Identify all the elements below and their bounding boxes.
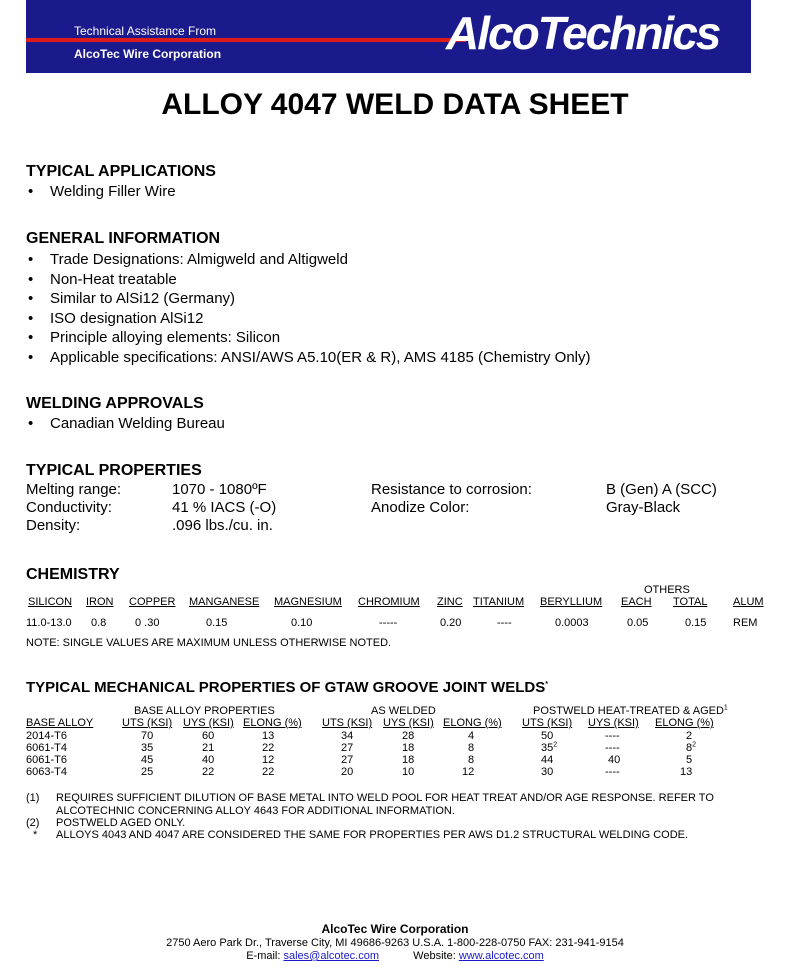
row-alloy: 2014-T6 — [26, 730, 67, 742]
footnote-2-text: POSTWELD AGED ONLY. — [56, 817, 186, 829]
list-item: • Similar to AlSi12 (Germany) — [26, 289, 590, 309]
row-base-elong: 13 — [262, 730, 275, 742]
group-base-alloy-properties: BASE ALLOY PROPERTIES — [134, 705, 275, 717]
chem-header-chromium: CHROMIUM — [358, 596, 420, 608]
group-as-welded: AS WELDED — [371, 705, 436, 717]
list-item: • ISO designation AlSi12 — [26, 309, 590, 329]
row-welded-uts: 20 — [341, 766, 354, 778]
list-item: • Applicable specifications: ANSI/AWS A5.10(ER & R), AMS 4185 (Chemistry Only) — [26, 348, 590, 368]
row-post-uys: ---- — [605, 730, 620, 742]
banner-tagline: Technical Assistance From — [74, 24, 217, 38]
row-welded-uys: 10 — [402, 766, 415, 778]
page-title: ALLOY 4047 WELD DATA SHEET — [161, 88, 629, 121]
footnote-1-marker: (1) — [26, 792, 40, 804]
chem-header-silicon: SILICON — [28, 596, 73, 608]
typical-applications-list — [26, 182, 176, 202]
chem-header-iron: IRON — [86, 596, 114, 608]
row-welded-elong: 12 — [462, 766, 475, 778]
row-alloy: 6061-T4 — [26, 742, 67, 754]
footnote-1-text-cont: ALCOTECHNIC CONCERNING ALLOY 4643 FOR ADDITIONAL INFORMATION. — [56, 805, 455, 817]
chem-value-manganese: 0.15 — [206, 617, 228, 629]
row-base-uys: 40 — [202, 754, 215, 766]
chem-header-magnesium: MAGNESIUM — [274, 596, 342, 608]
general-information-list — [26, 250, 590, 368]
conductivity-label: Conductivity: — [26, 499, 112, 516]
chemistry-note: NOTE: SINGLE VALUES ARE MAXIMUM UNLESS OTHERWISE NOTED. — [26, 637, 392, 649]
melting-range-label: Melting range: — [26, 481, 122, 498]
row-post-uts: 30 — [541, 766, 554, 778]
row-alloy: 6061-T6 — [26, 754, 67, 766]
col-post-uts: UTS (KSI) — [522, 717, 573, 729]
chem-value-magnesium: 0.10 — [291, 617, 313, 629]
row-base-elong: 12 — [262, 754, 275, 766]
row-post-uts: $35^2$ — [541, 741, 558, 754]
mechanical-properties-heading: TYPICAL MECHANICAL PROPERTIES OF GTAW GROOVE JOINT WELDS* — [26, 679, 548, 696]
website-label: Website: — [413, 950, 456, 962]
alcotechnics-logo: AlcoTechnics — [446, 7, 720, 59]
footer-company: AlcoTec Wire Corporation — [321, 922, 469, 936]
mechanical-heading-footnote-mark: * — [545, 681, 548, 688]
row-welded-uys: 18 — [402, 742, 415, 754]
list-item: • Trade Designations: Almigweld and Altigweld — [26, 250, 590, 270]
row-post-uys: ---- — [605, 742, 620, 754]
row-base-uts: 35 — [141, 742, 154, 754]
footnote-star-marker: * — [33, 829, 38, 841]
col-post-elong: ELONG (%) — [655, 717, 714, 729]
melting-range-value: 1070 - 1080ºF — [172, 481, 267, 498]
row-post-uts: 44 — [541, 754, 554, 766]
row-base-uys: 21 — [202, 742, 215, 754]
footnote-1-text: REQUIRES SUFFICIENT DILUTION OF BASE METAL INTO WELD POOL FOR HEAT TREAT AND/OR AGE RESPONSE. REFER TO — [56, 792, 714, 804]
header-banner — [26, 0, 751, 73]
list-item: • Non-Heat treatable — [26, 270, 590, 290]
corrosion-value: B (Gen) A (SCC) — [606, 481, 717, 498]
row-base-uys: 22 — [202, 766, 215, 778]
row-post-uts: 50 — [541, 730, 554, 742]
typical-properties-heading: TYPICAL PROPERTIES — [26, 462, 202, 479]
row-base-uts: 25 — [141, 766, 154, 778]
row-post-elong: 13 — [680, 766, 693, 778]
row-welded-uts: 27 — [341, 754, 354, 766]
list-item: • Canadian Welding Bureau — [26, 414, 225, 434]
row-base-uys: 60 — [202, 730, 215, 742]
chem-header-manganese: MANGANESE — [189, 596, 260, 608]
banner-red-stripe — [26, 38, 466, 42]
chem-value-zinc: 0.20 — [440, 617, 462, 629]
row-post-elong: 2 — [686, 730, 693, 742]
footer-contact — [0, 950, 790, 962]
col-welded-elong: ELONG (%) — [443, 717, 502, 729]
row-welded-uys: 18 — [402, 754, 415, 766]
website-link[interactable]: www.alcotec.com — [458, 950, 544, 962]
chem-header-zinc: ZINC — [437, 596, 463, 608]
chem-value-silicon: 11.0-13.0 — [26, 617, 72, 629]
conductivity-value: 41 % IACS (-O) — [172, 499, 277, 516]
row-base-elong: 22 — [262, 766, 275, 778]
banner-company: AlcoTec Wire Corporation — [74, 47, 222, 61]
row-post-elong: $8^2$ — [686, 741, 697, 754]
col-base-elong: ELONG (%) — [243, 717, 302, 729]
chem-value-beryllium: 0.0003 — [555, 617, 589, 629]
chemistry-others-label: OTHERS — [644, 584, 690, 596]
row-base-elong: 22 — [262, 742, 275, 754]
chem-value-total: 0.15 — [685, 617, 707, 629]
anodize-color-label: Anodize Color: — [371, 499, 470, 516]
row-welded-elong: 8 — [468, 754, 475, 766]
list-item: • Welding Filler Wire — [26, 182, 176, 202]
chem-value-each: 0.05 — [627, 617, 649, 629]
welding-approvals-list — [26, 414, 225, 434]
chemistry-heading: CHEMISTRY — [26, 566, 120, 583]
footer-address: 2750 Aero Park Dr., Traverse City, MI 49686-9263 U.S.A. 1-800-228-0750 FAX: 231-941-9154 — [166, 937, 624, 949]
chem-header-each: EACH — [621, 596, 652, 608]
row-welded-elong: 4 — [468, 730, 475, 742]
chem-header-titanium: TITANIUM — [473, 596, 525, 608]
anodize-color-value: Gray-Black — [606, 499, 681, 516]
col-welded-uys: UYS (KSI) — [383, 717, 434, 729]
col-post-uys: UYS (KSI) — [588, 717, 639, 729]
col-base-uts: UTS (KSI) — [122, 717, 173, 729]
chem-header-beryllium: BERYLLIUM — [540, 596, 603, 608]
group-postweld: POSTWELD HEAT-TREATED & AGED$^1$ — [533, 704, 728, 717]
chem-header-total: TOTAL — [673, 596, 708, 608]
row-alloy: 6063-T4 — [26, 766, 67, 778]
typical-applications-heading: TYPICAL APPLICATIONS — [26, 163, 216, 180]
row-post-elong: 5 — [686, 754, 693, 766]
corrosion-label: Resistance to corrosion: — [371, 481, 532, 498]
footnote-2-marker: (2) — [26, 817, 40, 829]
welding-approvals-heading: WELDING APPROVALS — [26, 395, 204, 412]
chem-value-alum: REM — [733, 617, 758, 629]
list-item: • Principle alloying elements: Silicon — [26, 328, 590, 348]
footnote-star-text: ALLOYS 4043 AND 4047 ARE CONSIDERED THE SAME FOR PROPERTIES PER AWS D1.2 STRUCTURAL WELDING CODE. — [56, 829, 689, 841]
chem-value-titanium: ---- — [497, 617, 512, 629]
chem-header-copper: COPPER — [129, 596, 176, 608]
chem-value-iron: 0.8 — [91, 617, 107, 629]
density-value: .096 lbs./cu. in. — [172, 517, 273, 534]
col-welded-uts: UTS (KSI) — [322, 717, 373, 729]
email-link[interactable]: sales@alcotec.com — [283, 950, 380, 962]
row-welded-elong: 8 — [468, 742, 475, 754]
row-base-uts: 70 — [141, 730, 154, 742]
general-information-heading: GENERAL INFORMATION — [26, 230, 221, 247]
chem-value-chromium: ----- — [379, 617, 398, 629]
density-label: Density: — [26, 517, 81, 534]
row-post-uys: 40 — [608, 754, 621, 766]
row-post-uys: ---- — [605, 766, 620, 778]
row-base-uts: 45 — [141, 754, 154, 766]
email-label: E-mail: — [246, 950, 281, 962]
row-welded-uys: 28 — [402, 730, 415, 742]
chem-header-alum: ALUM — [733, 596, 764, 608]
chem-value-copper: 0 .30 — [135, 617, 160, 629]
row-welded-uts: 34 — [341, 730, 354, 742]
col-base-uys: UYS (KSI) — [183, 717, 234, 729]
row-welded-uts: 27 — [341, 742, 354, 754]
col-base-alloy: BASE ALLOY — [26, 717, 94, 729]
